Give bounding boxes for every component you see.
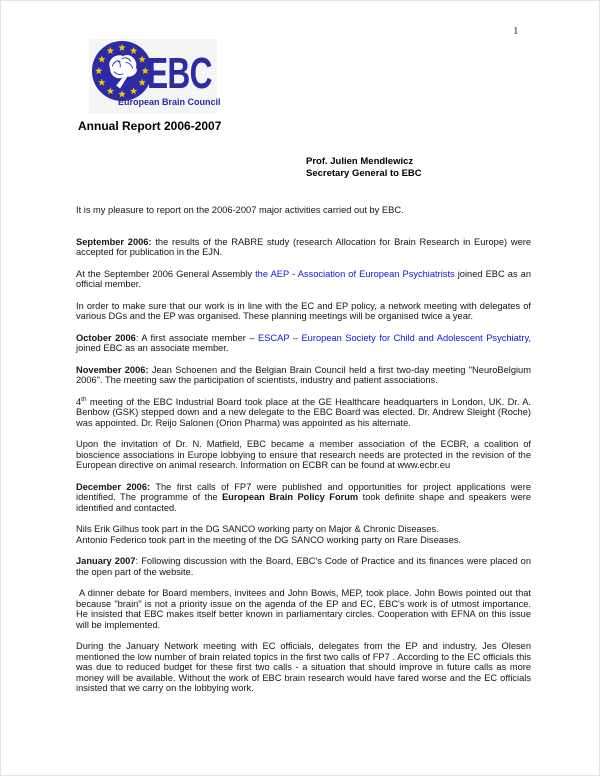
ebc-logo <box>89 39 221 114</box>
text-run: the results of the RABRE study (research Allocation for Brain Research in Europe) were accepted for publication in the EJN. <box>76 236 532 257</box>
byline-role: Secretary General to EBC <box>306 167 422 179</box>
bold-text: October 2006 <box>76 332 136 343</box>
superscript-text: th <box>81 395 87 403</box>
text-run: : A first associate member – <box>135 332 258 343</box>
bold-text: European Brain Policy Forum <box>221 492 359 502</box>
bold-text: September 2006: <box>76 236 152 247</box>
october-2006-paragraph <box>76 333 531 354</box>
text-run: : Following discussion with the Board, EBC's Code of Practice and its finances were placed on the open part of the website. <box>76 556 531 577</box>
january-network-paragraph <box>76 641 531 694</box>
text-run: Upon the invitation of Dr. N. Matfield, EBC became a member association of the ECBR, a coalition of bioscience associations in Europe lobbying to ensure that research needs are protected in the revision of the European directive on animal research. Information on ECBR can be found at www.ecbr.eu <box>76 439 531 470</box>
logo-abbr: EBC <box>147 49 212 98</box>
text-run: Antonio Federico took part in the meeting of the DG SANCO working party on Rare Diseases. <box>76 534 461 545</box>
byline-name: Prof. Julien Mendlewicz <box>306 156 414 167</box>
general-assembly-paragraph <box>76 269 531 290</box>
eu-flag-brain-icon <box>91 40 153 102</box>
text-run: It is my pleasure to report on the 2006-2007 major activities carried out by EBC. <box>76 205 404 215</box>
text-run: In order to make sure that our work is in line with the EC and EP policy, a network meeting with delegates of various DGs and the EP was organised. These planning meetings will be organised twice a year. <box>76 300 531 321</box>
text-run: joined EBC as an associate member. <box>76 343 229 353</box>
text-run: took definite shape and speakers were identified and contacted. <box>76 492 532 513</box>
bold-text: November 2006: <box>76 364 149 375</box>
text-run: A dinner debate for Board members, invitees and John Bowis, MEP, took place. John Bowis pointed out that because "brain" is not a priority issue on the agenda of the EP and EC, EBC's work is of utmost importance. He insisted that EBC makes itself better known in parliamentary circles. Cooperation with EFNA on this issue will be implemented. <box>76 588 531 630</box>
page-number: 1 <box>513 25 519 37</box>
text-run: 4 <box>76 396 82 407</box>
hyperlink[interactable]: the AEP - Association of European Psychiatrists <box>255 268 455 279</box>
ecbr-paragraph <box>76 439 531 471</box>
hyperlink[interactable]: ESCAP – European Society for Child and Adolescent Psychiatry, <box>258 332 531 343</box>
network-meeting-paragraph <box>76 301 531 322</box>
january-2007-paragraph <box>76 556 531 577</box>
industrial-board-paragraph <box>76 397 531 429</box>
text-run: meeting of the EBC Industrial Board took place at the GE Healthcare headquarters in London, UK. Dr. A. Benbow (GSK) stepped down and a new delegate to the EBC Board was elected. Dr. Andrew Sleight (Roche) was appointed. Dr. Reijo Salonen (Orion Pharma) was appointed as his alternate. <box>76 396 531 428</box>
text-run: At the September 2006 General Assembly <box>76 268 256 279</box>
september-2006-paragraph <box>76 237 531 258</box>
text-run: Nils Erik Gilhus took part in the DG SANCO working party on Major & Chronic Diseases. <box>76 524 439 534</box>
dinner-debate-paragraph <box>76 588 531 630</box>
text-run: The first calls of FP7 were published and opportunities for project applications were identified. The programme of the <box>76 481 531 502</box>
intro-paragraph <box>76 205 531 216</box>
text-run: Jean Schoenen and the Belgian Brain Council held a first two-day meeting "NeuroBelgium 2006". The meeting saw the participation of scientists, industry and patient associations. <box>76 364 531 385</box>
november-2006-paragraph <box>76 365 531 386</box>
dg-sanco-paragraph <box>76 524 531 545</box>
bold-text: December 2006: <box>76 481 151 492</box>
december-2006-paragraph <box>76 482 531 514</box>
report-title: Annual Report 2006-2007 <box>78 119 222 133</box>
logo-caption: European Brain Council <box>118 97 221 107</box>
document-body <box>76 205 531 705</box>
text-run: During the January Network meeting with EC officials, delegates from the EP and industry, Jes Olesen mentioned the low number of brain related topics in the first two calls of FP7 . According to the EC officials this was due to reduced budget for these first two calls - a situation that should improve in future calls as more money will be available. Without the work of EBC brain research would have fared worse and the EC officials insisted that we carry on the lobbying work. <box>76 641 531 693</box>
text-run: joined EBC as an official member. <box>76 268 531 289</box>
byline <box>306 156 422 179</box>
bold-text: January 2007 <box>76 556 136 566</box>
